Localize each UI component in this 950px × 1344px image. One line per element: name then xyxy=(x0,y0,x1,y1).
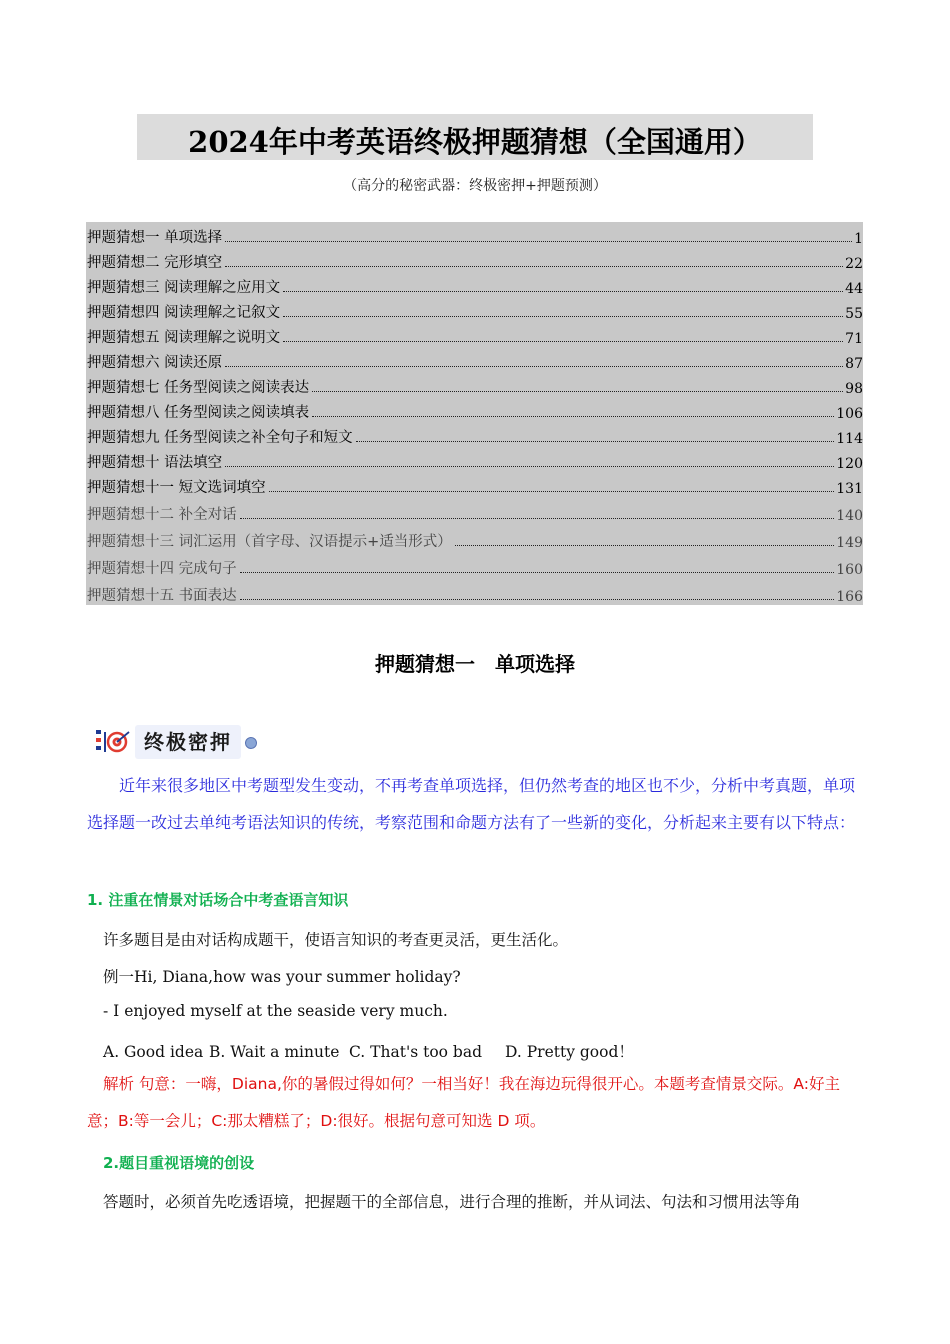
intro-text: 近年来很多地区中考题型发生变动，不再考查单项选择，但仍然考查的地区也不少，分析中考真题，单项选择题一改过去单纯考语法知识的传统，考察范围和命题方法有了一些新的变化，分析起来主要有以下特点： xyxy=(87,776,856,832)
toc-leader xyxy=(225,365,843,367)
toc-page-number: 166 xyxy=(836,589,863,605)
toc-page-number: 131 xyxy=(836,481,863,497)
toc-label: 押题猜想十 语法填空 xyxy=(87,455,223,471)
toc-label: 押题猜想十二 补全对话 xyxy=(87,507,237,523)
point2-description: 答题时，必须首先吃透语境，把握题干的全部信息，进行合理的推断，并从词法、句法和习惯用法等角 xyxy=(103,1193,801,1211)
toc-row[interactable] xyxy=(86,347,863,372)
toc-row[interactable] xyxy=(86,397,863,422)
toc-page-number: 55 xyxy=(845,306,863,322)
toc-page-number: 98 xyxy=(845,381,863,397)
badge-label: 终极密押 xyxy=(135,725,241,759)
toc-leader xyxy=(225,465,834,467)
toc-label: 押题猜想八 任务型阅读之阅读填表 xyxy=(87,405,310,421)
title-banner xyxy=(137,114,813,160)
toc-leader xyxy=(283,315,843,317)
toc-page-number: 87 xyxy=(845,356,863,372)
toc-page-number: 44 xyxy=(845,281,863,297)
toc-leader xyxy=(240,517,835,519)
toc-row[interactable] xyxy=(86,447,863,472)
document-subtitle: （高分的秘密武器：终极密押+押题预测） xyxy=(343,178,607,194)
section-badge xyxy=(95,722,260,764)
toc-leader xyxy=(312,415,834,417)
badge-dot xyxy=(245,737,257,749)
option-d: D. Pretty good！ xyxy=(505,1043,634,1061)
document-title: 2024年中考英语终极押题猜想（全国通用） xyxy=(188,125,762,159)
toc-row[interactable] xyxy=(86,422,863,447)
toc-label: 押题猜想九 任务型阅读之补全句子和短文 xyxy=(87,430,353,446)
toc-label: 押题猜想五 阅读理解之说明文 xyxy=(87,330,281,346)
toc-row[interactable] xyxy=(86,297,863,322)
toc-row[interactable] xyxy=(86,272,863,297)
target-icon xyxy=(95,728,131,758)
toc-label: 押题猜想十三 词汇运用（首字母、汉语提示+适当形式） xyxy=(87,534,452,550)
toc-row[interactable] xyxy=(86,497,863,524)
toc-label: 押题猜想七 任务型阅读之阅读表达 xyxy=(87,380,310,396)
analysis-paragraph xyxy=(87,1066,865,1140)
intro-paragraph xyxy=(87,767,865,841)
toc-row[interactable] xyxy=(86,222,863,247)
point1-description: 许多题目是由对话构成题干，使语言知识的考查更灵活，更生活化。 xyxy=(103,931,569,949)
toc-row[interactable] xyxy=(86,372,863,397)
toc-page-number: 114 xyxy=(836,431,863,447)
table-of-contents xyxy=(86,222,863,605)
toc-page-number: 22 xyxy=(845,256,863,272)
toc-leader xyxy=(269,490,835,492)
toc-page-number: 106 xyxy=(836,406,863,422)
toc-leader xyxy=(283,340,843,342)
analysis-text: 解析 句意：一嗨，Diana,你的暑假过得如何？一相当好！我在海边玩得很开心。本题考查情景交际。A:好主意；B:等一会儿；C:那太糟糕了；D:很好。根据句意可知选 D 项。 xyxy=(87,1075,840,1130)
example-options xyxy=(103,1040,634,1062)
toc-row[interactable] xyxy=(86,472,863,497)
toc-row[interactable] xyxy=(86,551,863,578)
toc-row[interactable] xyxy=(86,247,863,272)
toc-page-number: 1 xyxy=(854,231,863,247)
toc-page-number: 120 xyxy=(836,456,863,472)
option-a: A. Good idea xyxy=(103,1043,204,1061)
toc-leader xyxy=(240,598,835,600)
section-title: 押题猜想一 单项选择 xyxy=(375,652,575,676)
toc-label: 押题猜想十一 短文选词填空 xyxy=(87,480,266,496)
example-answer: - I enjoyed myself at the seaside very much. xyxy=(103,1002,448,1020)
toc-page-number: 149 xyxy=(836,535,863,551)
toc-page-number: 71 xyxy=(845,331,863,347)
toc-leader xyxy=(356,440,835,442)
toc-leader xyxy=(312,390,843,392)
toc-row[interactable] xyxy=(86,322,863,347)
point2-title: 2.题目重视语境的创设 xyxy=(103,1154,255,1172)
option-b: B. Wait a minute xyxy=(209,1043,340,1061)
toc-label: 押题猜想六 阅读还原 xyxy=(87,355,223,371)
example-question: 例一Hi, Diana,how was your summer holiday? xyxy=(103,968,461,986)
toc-row[interactable] xyxy=(86,524,863,551)
toc-leader xyxy=(283,290,843,292)
toc-page-number: 160 xyxy=(836,562,863,578)
toc-label: 押题猜想二 完形填空 xyxy=(87,255,223,271)
toc-label: 押题猜想三 阅读理解之应用文 xyxy=(87,280,281,296)
toc-page-number: 140 xyxy=(836,508,863,524)
option-c: C. That's too bad xyxy=(349,1043,482,1061)
toc-leader xyxy=(455,544,835,546)
toc-label: 押题猜想十四 完成句子 xyxy=(87,561,237,577)
toc-row[interactable] xyxy=(86,578,863,605)
toc-label: 押题猜想十五 书面表达 xyxy=(87,588,237,604)
toc-label: 押题猜想一 单项选择 xyxy=(87,230,223,246)
point1-title: 1. 注重在情景对话场合中考查语言知识 xyxy=(87,891,349,909)
toc-leader xyxy=(240,571,835,573)
toc-leader xyxy=(225,265,843,267)
toc-label: 押题猜想四 阅读理解之记叙文 xyxy=(87,305,281,321)
toc-leader xyxy=(225,240,852,242)
